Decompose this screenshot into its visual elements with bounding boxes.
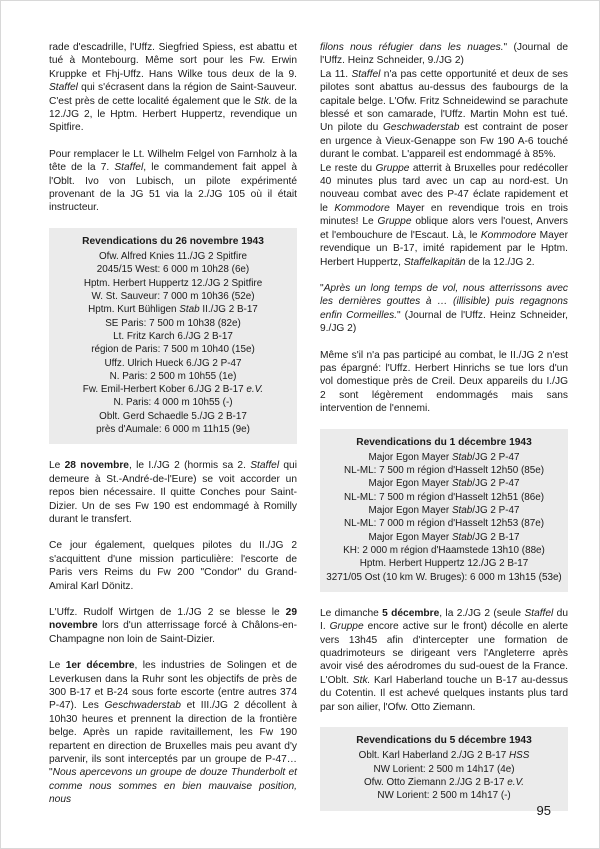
claim-line: [53, 303, 293, 316]
text-run: II./JG 2 B-17: [199, 304, 258, 316]
bold-date: 29 novembre: [49, 606, 297, 632]
text-run: de la 12./JG 2, le Hptm. Herbert Huppertz, revendique un Spitfire.: [49, 95, 298, 134]
text-run: de la 12./JG 2.: [465, 256, 535, 268]
italic-term: e.V.: [507, 776, 525, 788]
italic-term: Staffel: [49, 82, 78, 94]
claims-box-1-december: [320, 429, 568, 592]
claim-line: Lt. Fritz Karch 6./JG 2 B-17: [113, 330, 233, 342]
italic-term: Gruppe: [377, 216, 412, 228]
text-run: Major Egon Mayer: [368, 478, 452, 490]
italic-term: Stab: [451, 531, 473, 543]
paragraph: [320, 68, 568, 162]
claim-line: NL-ML: 7 500 m région d'Hasselt 12h50 (85e): [343, 465, 545, 477]
paragraph: Même s'il n'a pas participé au combat, le II./JG 2 n'est pas épargné: l'Uffz. Herbert Hinrichs se tue lors d'un vol domestique près de Creil. Deux appareils du I./JG 2 sont légèrement endommagés mais sans intervention de l'ennemi.: [320, 349, 568, 415]
text-run: Major Egon Mayer: [368, 505, 452, 517]
claims-box-26-november: [49, 228, 297, 444]
italic-term: Gruppe: [329, 621, 364, 633]
italic-term: Geschwaderstab: [383, 122, 460, 134]
claim-line: Uffz. Ulrich Hueck 6./JG 2 P-47: [104, 357, 242, 369]
paragraph: Ce jour également, quelques pilotes du II./JG 2 s'acquittent d'une mission particulière: l'escorte de Paris vers Reims du Fw 200 "Condor" du Grand-Amiral Karl Dönitz.: [49, 540, 297, 592]
claim-line: [324, 477, 564, 490]
italic-term: Gruppe: [375, 162, 410, 174]
paragraph: [49, 459, 297, 526]
paragraph: [320, 162, 568, 269]
text-run: et III./JG 2 décollent à 10h30 heures et prennent la direction de la frontière belge. Après un rapide ravitaillement, les Fw 190 repartent en direction de Bruxelles mais peu avant d'y parvenir, ils sont interceptés par un groupe de P-47… ": [49, 700, 297, 779]
text-run: qui s'écrasent dans la région de Saint-Sauveur. C'est près de cette localité également que le: [49, 82, 297, 107]
claim-line: [324, 531, 564, 544]
italic-term: Stab: [451, 478, 473, 490]
italic-term: Staffel: [524, 607, 554, 619]
claim-line: NW Lorient: 2 500 m 14h17 (-): [377, 790, 511, 802]
claim-line: [324, 776, 564, 789]
paragraph: [320, 41, 568, 68]
paragraph: [49, 148, 297, 215]
text-run: Le: [49, 660, 66, 672]
text-run: Major Egon Mayer: [368, 451, 452, 463]
text-run: La 11.: [320, 68, 352, 80]
italic-term: Staffel: [351, 68, 381, 80]
text-run: /JG 2 B-17: [472, 531, 520, 543]
box-title: Revendications du 26 novembre 1943: [82, 235, 264, 247]
claim-line: N. Paris: 4 000 m 10h55 (-): [113, 397, 233, 409]
text-run: /JG 2 P-47: [472, 451, 520, 463]
italic-term: Staffel: [250, 460, 280, 472]
text-run: L'Uffz. Rudolf Wirtgen de 1./JG 2 se blesse le: [49, 606, 286, 618]
text-run: Le reste du: [320, 162, 376, 174]
box-title: Revendications du 1 décembre 1943: [356, 436, 532, 448]
bold-date: 28 novembre: [64, 460, 129, 472]
text-run: Fw. Emil-Herbert Kober 6./JG 2 B-17: [82, 384, 247, 396]
text-run: encore active sur le front) décolle en alerte vers 13h45 afin d'intercepter une formation de quadrimoteurs se dirigeant vers l'Angleterre après avoir visé des aérodromes du sud-ouest de la France. L'Oblt.: [320, 621, 568, 686]
italic-quote: Nous apercevons un groupe de douze Thunderbolt et comme nous sommes en bien mauvaise position, nous: [49, 767, 297, 806]
text-run: /JG 2 P-47: [472, 505, 520, 517]
text-run: du I.: [320, 607, 568, 633]
text-run: Hptm. Kurt Bühligen: [88, 304, 180, 316]
claims-box-5-december: [320, 727, 568, 810]
italic-term: HSS: [509, 750, 530, 762]
claim-line: N. Paris: 2 500 m 10h55 (1e): [109, 370, 237, 382]
claim-line: Oblt. Gerd Schaedle 5./JG 2 B-17: [99, 410, 247, 422]
claim-line: NL-ML: 7 500 m région d'Hasselt 12h51 (86e): [343, 491, 545, 503]
text-run: " (Journal de l'Uffz. Heinz Schneider, 9./JG 2): [320, 42, 569, 67]
text-run: Major Egon Mayer: [368, 531, 452, 543]
text-run: Ofw. Otto Ziemann 2./JG 2 B-17: [363, 776, 508, 788]
paragraph: [320, 607, 568, 714]
italic-term: Stk.: [254, 95, 272, 107]
text-run: Mayer revendique un B-17, imité rapidement par le Hptm. Herbert Huppertz,: [320, 229, 568, 268]
text-run: atterrit à Bruxelles pour redécoller 40 minutes plus tard avec un cap au nord-est. Un nouveau combat avec des P-47 éclate rapidement et le: [320, 162, 568, 214]
italic-term: Staffel: [114, 162, 144, 174]
text-run: Oblt. Karl Haberland 2./JG 2 B-17: [358, 750, 510, 762]
claim-line: 2045/15 West: 6 000 m 10h28 (6e): [96, 264, 250, 276]
text-run: Mayer en revendique trois en trois minutes! Le: [320, 202, 569, 228]
text-run: Le dimanche: [320, 607, 383, 619]
text-run: ": [320, 282, 324, 294]
paragraph: [49, 606, 297, 646]
box-title: Revendications du 5 décembre 1943: [356, 735, 532, 747]
paragraph: [49, 659, 297, 806]
text-run: est contraint de poser en urgence à Vieux-Genappe son Fw 190 A-6 touché durant le combat. L'appareil est endommagé à 85%.: [320, 122, 568, 161]
text-run: qui demeure à St.-André-de-l'Eure) se voit accorder un repos bien nécessaire. Il quitte Conches pour Saint-Dizier. Un de ses Fw 190 est endommagé à Romilly durant le transfert.: [49, 460, 297, 525]
bold-date: 1er décembre: [65, 660, 135, 672]
paragraph: [49, 41, 297, 135]
text-run: Le: [49, 460, 65, 472]
paragraph: [320, 282, 568, 336]
bold-date: 5 décembre: [382, 607, 440, 619]
claim-line: [324, 451, 564, 464]
text-run: , les industries de Solingen et de Leverkusen dans la Ruhr sont les objectifs de près de 300 B-17 et B-24 sous forte escorte (entre autres 374 P-47). Les: [49, 660, 297, 712]
claim-line: [53, 383, 293, 396]
claim-line: Ofw. Alfred Knies 11./JG 2 Spitfire: [98, 251, 247, 263]
text-run: /JG 2 P-47: [472, 478, 520, 490]
claim-line: [324, 504, 564, 517]
text-run: Karl Haberland touche un B-17 au-dessus du Cotentin. Il est achevé quelques instants plus tard par son ailier, l'Ofw. Otto Ziemann.: [320, 674, 568, 713]
page-number: 95: [536, 803, 551, 818]
italic-term: Stab: [179, 304, 200, 316]
italic-term: Kommodore: [480, 229, 537, 241]
claim-line: Hptm. Herbert Huppertz 12./JG 2 Spitfire: [83, 277, 263, 289]
text-run: rade d'escadrille, l'Uffz. Siegfried Spiess, est abattu et tué à Montebourg. Même sort pour les Fw. Erwin Kruppke et Fhj-Uffz. Hans Wilke tous deux de la 9.: [49, 42, 297, 80]
claim-line: près d'Aumale: 6 000 m 11h15 (9e): [96, 424, 250, 436]
italic-term: Kommodore: [334, 202, 390, 214]
italic-quote: filons nous réfugier dans les nuages.: [320, 42, 504, 53]
italic-term: Staffelkapitän: [403, 256, 466, 268]
text-run: n'a pas cette opportunité et deux de ses pilotes sont abattus au-dessus des faubourgs de la capitale belge. L'Ofw. Fritz Schneidewind se parachute blessé et son camarade, l'Uffz. Martin Mohn est tué. Un pilote du: [320, 68, 568, 134]
claim-line: W. St. Sauveur: 7 000 m 10h36 (52e): [91, 291, 255, 303]
claim-line: NL-ML: 7 000 m région d'Hasselt 12h53 (87e): [343, 518, 545, 530]
claim-line: SE Paris: 7 500 m 10h38 (82e): [105, 317, 241, 329]
text-run: lors d'un atterrissage forcé à Châlons-en-Champagne non loin de Saint-Dizier.: [49, 620, 297, 645]
right-column: [320, 41, 568, 826]
text-run: , le I./JG 2 (hormis sa 2.: [128, 460, 251, 472]
claim-line: Hptm. Herbert Huppertz 12./JG 2 B-17: [359, 558, 529, 570]
italic-term: Stk.: [352, 674, 371, 686]
italic-term: Stab: [451, 451, 473, 463]
italic-quote: Après un long temps de vol, nous atterrissons avec les dernières gouttes à … (illisible) puis regagnons enfin Cormeilles.: [320, 282, 568, 321]
text-run: " (Journal de l'Uffz. Heinz Schneider, 9./JG 2): [320, 309, 568, 335]
text-run: oblique alors vers l'ouest, Anvers et l'embouchure de l'Escaut. Là, le: [320, 216, 568, 241]
text-run: Pour remplacer le Lt. Wilhelm Felgel von Farnholz à la tête de la 7.: [49, 148, 297, 174]
italic-term: e.V.: [246, 384, 264, 396]
claim-line: 3271/05 Ost (10 km W. Bruges): 6 000 m 13h15 (53e): [326, 571, 562, 583]
left-column: [49, 41, 297, 807]
text-run: , la 2./JG 2 (seule: [439, 607, 525, 619]
claim-line: [324, 749, 564, 762]
italic-term: Stab: [451, 505, 473, 517]
claim-line: NW Lorient: 2 500 m 14h17 (4e): [373, 763, 515, 775]
text-run: , le commandement fait appel à l'Oblt. Ivo von Lubisch, un pilote expérimenté provenant de la JG 51 via la 2./JG 105 où il était instructeur.: [49, 162, 297, 214]
claim-line: région de Paris: 7 500 m 10h40 (15e): [91, 344, 255, 356]
claim-line: KH: 2 000 m région d'Haamstede 13h10 (88e): [343, 544, 545, 556]
italic-term: Geschwaderstab: [104, 700, 181, 712]
